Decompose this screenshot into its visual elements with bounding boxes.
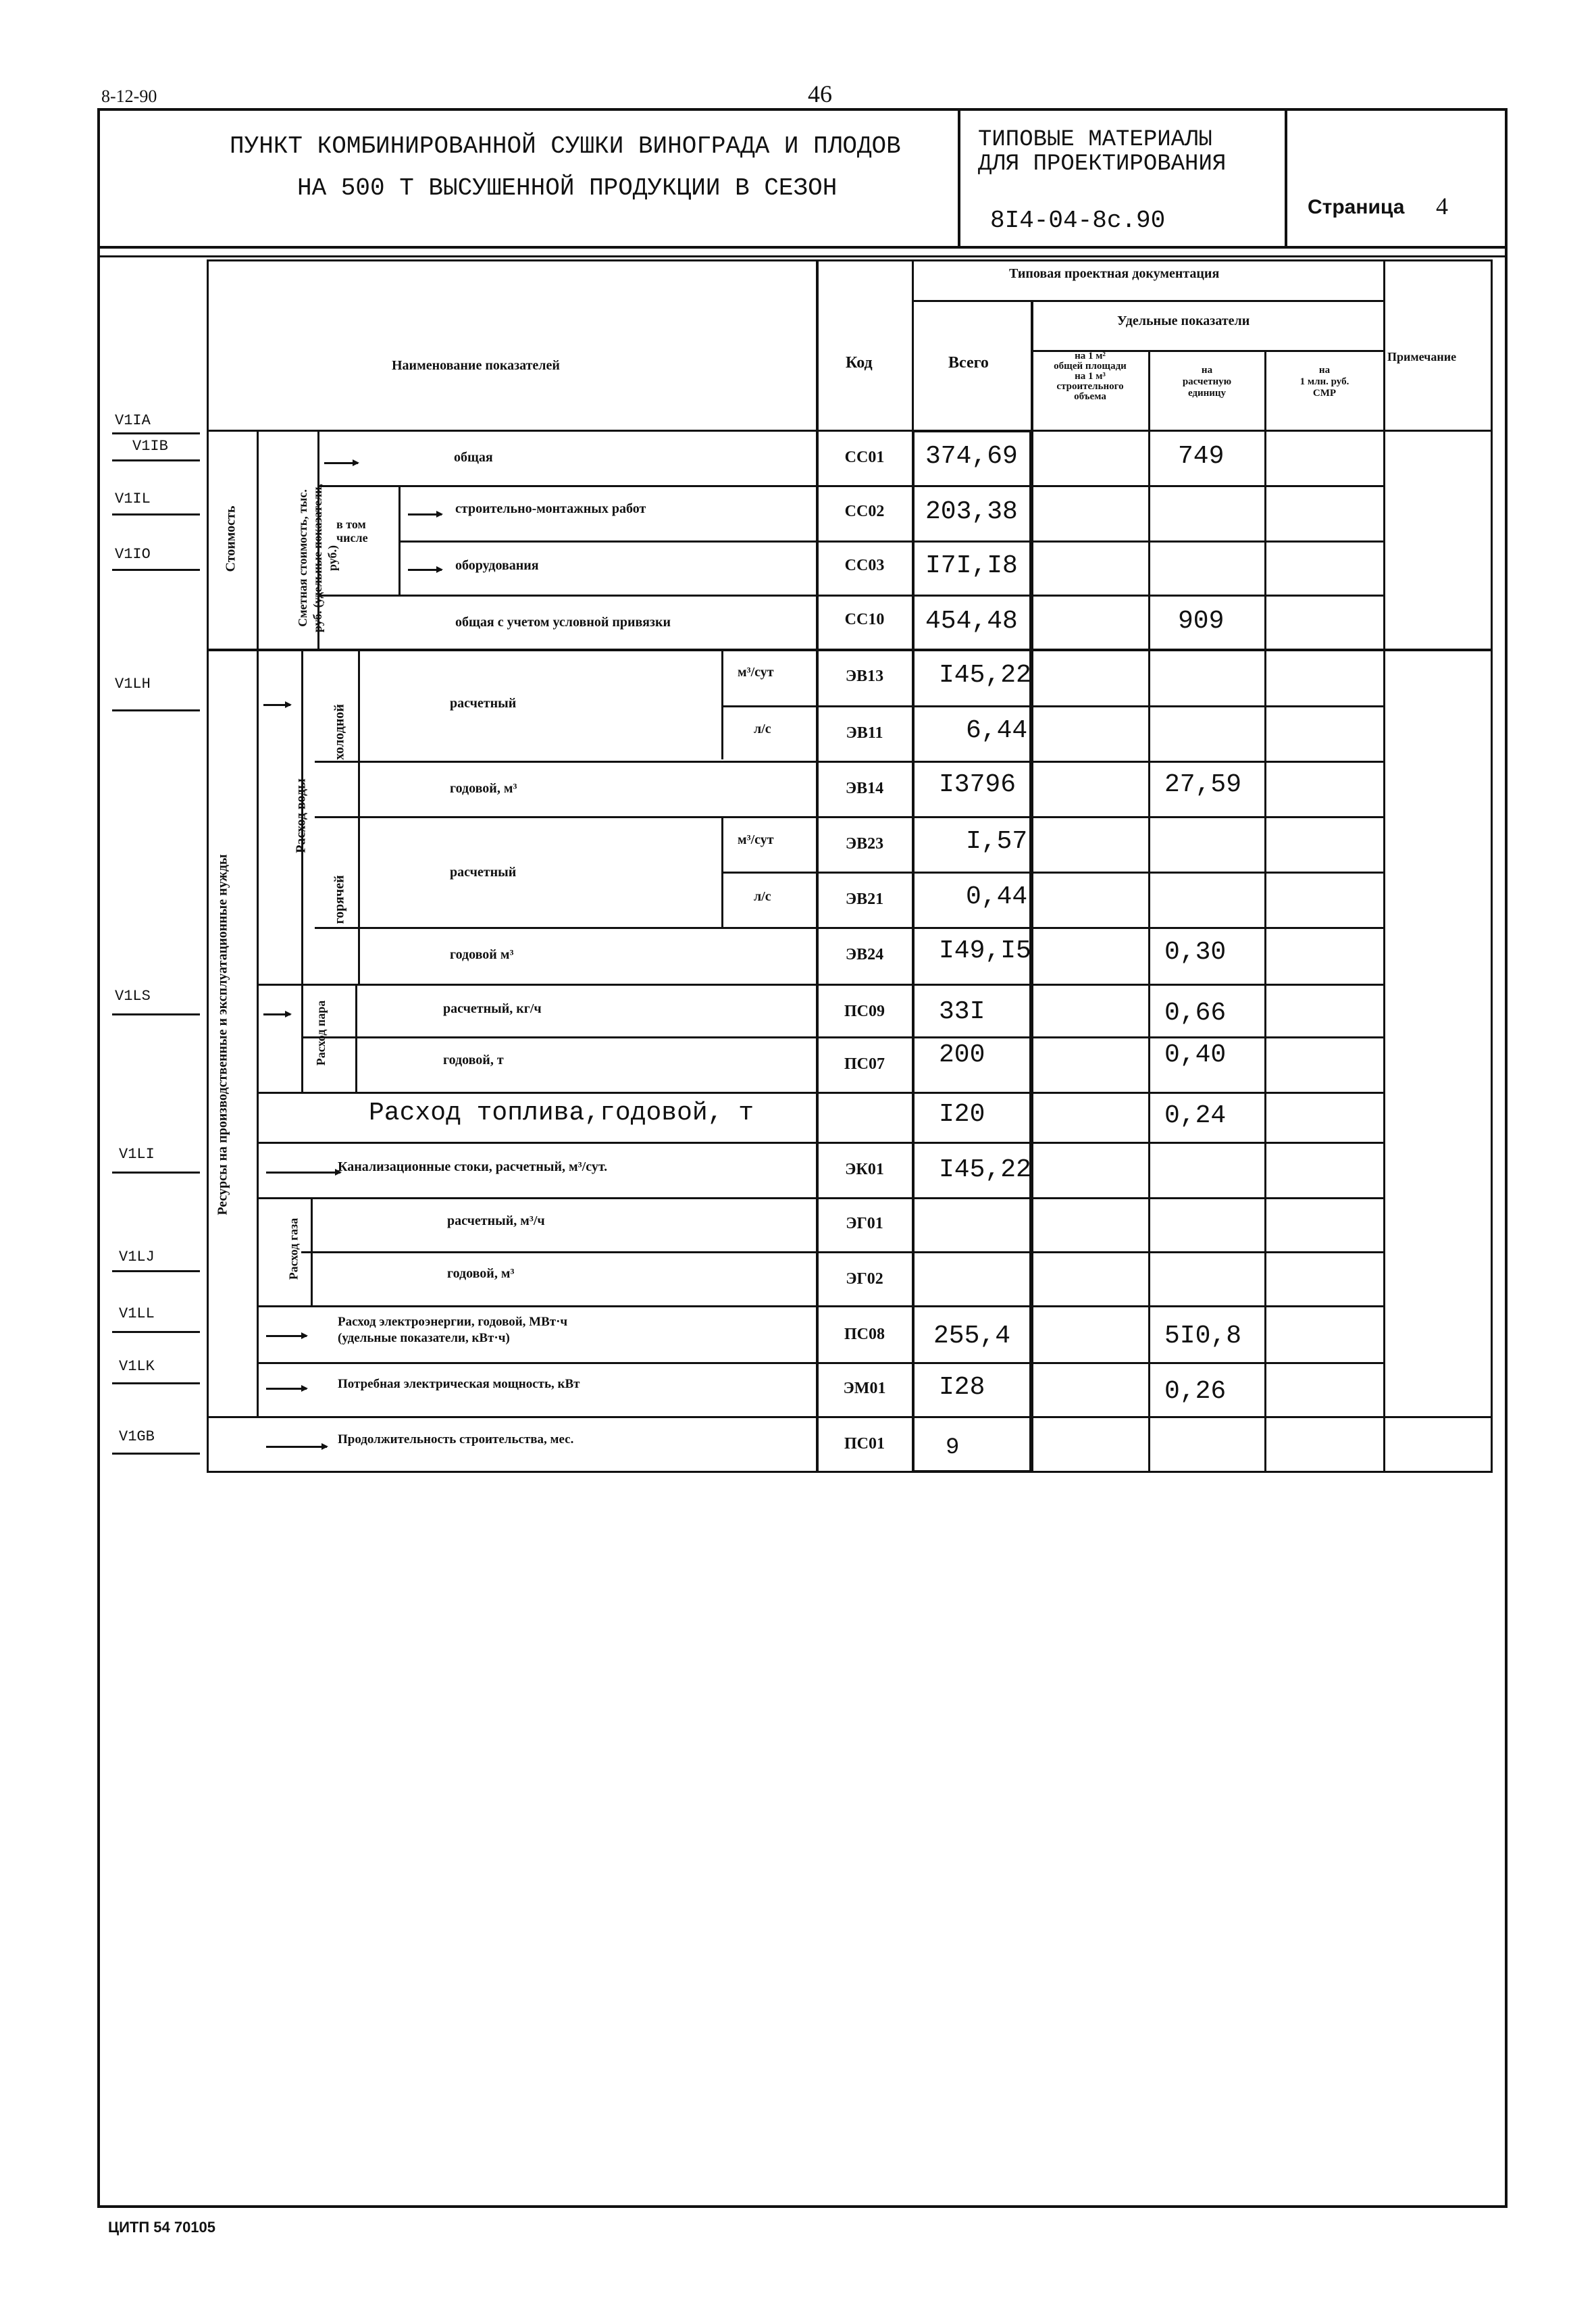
- margin-code: V1LJ: [119, 1249, 155, 1265]
- row-hot-calc-value-daily: I,57: [966, 827, 1028, 856]
- row-cost-total-label: общая: [454, 450, 493, 465]
- row-cost-equip-code: СС03: [844, 557, 885, 574]
- row-power-unit: 0,26: [1164, 1377, 1227, 1406]
- per-unit-line1: на: [1201, 365, 1213, 376]
- group-label-estimate: [295, 480, 349, 636]
- header-bottom-line: [207, 430, 1493, 432]
- margin-code: V1LI: [119, 1146, 155, 1163]
- group-line-flow-units-2: [721, 816, 723, 927]
- per-unit-line2: расчетную: [1182, 376, 1232, 387]
- group-label-water: Расход воды: [293, 778, 309, 853]
- row-electricity-value: 255,4: [933, 1322, 1011, 1351]
- row-cold-annual-label: годовой, м³: [450, 781, 517, 796]
- margin-code: V1IB: [132, 438, 168, 455]
- row-line-11: [301, 1036, 1383, 1038]
- row-power-code: ЭМ01: [843, 1380, 886, 1397]
- row-cost-equip-label: оборудования: [455, 558, 539, 573]
- row-hot-unit-sec: л/с: [754, 889, 771, 904]
- margin-rule: [112, 1270, 200, 1272]
- row-steam-annual-label: годовой, т: [443, 1053, 504, 1067]
- row-cost-smr-label: строительно-монтажных работ: [455, 501, 646, 516]
- title-divider-1: [958, 108, 960, 249]
- row-line-1: [317, 485, 1383, 487]
- row-fuel-value: I20: [939, 1100, 985, 1129]
- row-cold-annual-value: I3796: [939, 770, 1016, 799]
- row-cost-total-unit: 749: [1178, 442, 1225, 471]
- row-cost-smr-value: 203,38: [925, 497, 1018, 526]
- title-divider-2: [1285, 108, 1287, 249]
- margin-code: V1LL: [119, 1305, 155, 1322]
- row-steam-calc-label: расчетный, кг/ч: [443, 1001, 542, 1016]
- document-code: 8I4-04-8с.90: [990, 207, 1166, 234]
- row-cold-calc-code-daily: ЭВ13: [845, 668, 884, 685]
- row-duration-code: ПС01: [844, 1435, 885, 1453]
- per-area-line1: на 1 м²: [1075, 351, 1106, 361]
- margin-code: V1IO: [115, 546, 151, 563]
- row-gas-annual-code: ЭГ02: [846, 1270, 883, 1288]
- project-title-line1: ПУНКТ КОМБИНИРОВАННОЙ СУШКИ ВИНОГРАДА И ПЛОДОВ: [230, 132, 901, 160]
- row-sewage-label: Канализационные стоки, расчетный, м³/сут.: [338, 1159, 608, 1174]
- row-duration-value: 9: [946, 1435, 960, 1461]
- row-hot-annual-value: I49,I5: [939, 936, 1031, 965]
- margin-code: V1LS: [115, 988, 151, 1005]
- row-cost-binding-unit: 909: [1178, 607, 1225, 636]
- per-mln-line1: на: [1318, 365, 1331, 376]
- row-cost-binding-label: общая с учетом условной привязки: [455, 615, 671, 630]
- margin-code: V1IA: [115, 412, 151, 429]
- water-split-line: [315, 816, 358, 818]
- col-header-total: Всего: [948, 354, 989, 372]
- row-cost-total-code: СС01: [844, 449, 885, 466]
- per-mln-line3: СМР: [1312, 388, 1337, 399]
- group-label-resources: Ресурсы на производственные и эксплуатационные нужды: [215, 854, 230, 1215]
- row-line-18: [207, 1416, 1493, 1418]
- margin-rule: [112, 1172, 200, 1174]
- margin-rule: [112, 1331, 200, 1333]
- row-duration-label: Продолжительность строительства, мес.: [338, 1432, 574, 1447]
- row-gas-annual-label: годовой, м³: [447, 1266, 515, 1281]
- row-line-3: [317, 595, 1383, 597]
- margin-rule: [112, 432, 200, 434]
- row-line-14: [257, 1197, 1383, 1199]
- col-header-per-unit: [1150, 365, 1264, 399]
- col-header-name: Наименование показателей: [392, 358, 560, 373]
- margin-code: V1LK: [119, 1358, 155, 1375]
- margin-rule: [112, 709, 200, 711]
- page-label: Страница: [1308, 196, 1405, 218]
- group-line-cost: [257, 430, 259, 1416]
- col-header-code: Код: [846, 354, 873, 372]
- row-hot-calc-code-daily: ЭВ23: [845, 835, 884, 853]
- footer-stamp: ЦИТП 54 70105: [108, 2219, 216, 2236]
- header-group-line: [912, 300, 1383, 302]
- row-line-13: [257, 1142, 1383, 1144]
- row-cold-unit-daily: м³/сут: [738, 665, 774, 680]
- group-line-steam: [355, 984, 357, 1092]
- group-label-including: в том числе: [336, 518, 368, 545]
- frame-double-line: [97, 255, 1508, 257]
- row-hot-annual-unit: 0,30: [1164, 938, 1227, 967]
- row-cost-smr-code: СС02: [844, 503, 885, 520]
- group-line-water-sub: [358, 649, 360, 984]
- estimate-text: Сметная стоимость, тыс. руб. (удельные показатели, руб.): [296, 483, 339, 633]
- series-title-line1: ТИПОВЫЕ МАТЕРИАЛЫ: [978, 127, 1212, 153]
- col-line-mln-left: [1264, 350, 1266, 1473]
- row-steam-calc-unit: 0,66: [1164, 999, 1227, 1028]
- group-line-resource-end: [257, 1305, 259, 1416]
- group-line-flow-units: [721, 649, 723, 759]
- row-electricity-code: ПС08: [844, 1326, 885, 1343]
- margin-rule: [112, 459, 200, 461]
- row-steam-calc-value: 33I: [939, 997, 985, 1026]
- row-gas-calc-label: расчетный, м³/ч: [447, 1213, 545, 1228]
- per-mln-line2: 1 млн. руб.: [1299, 376, 1349, 387]
- row-line-10: [257, 984, 1383, 986]
- project-title-line2: НА 500 Т ВЫСУШЕННОЙ ПРОДУКЦИИ В СЕЗОН: [297, 174, 838, 202]
- row-cold-annual-code: ЭВ14: [845, 780, 884, 797]
- col-header-note: Примечание: [1387, 350, 1457, 363]
- date-stamp: 8-12-90: [101, 86, 157, 106]
- row-cold-calc-label: расчетный: [450, 696, 517, 711]
- col-line-note-left: [1383, 259, 1385, 1473]
- group-line-including: [398, 485, 401, 595]
- series-title-line2: ДЛЯ ПРОЕКТИРОВАНИЯ: [978, 151, 1227, 177]
- row-cost-binding-code: СС10: [844, 611, 885, 628]
- pointer-arrow: [266, 1172, 340, 1174]
- row-power-label: Потребная электрическая мощность, кВт: [338, 1377, 580, 1391]
- margin-rule: [112, 513, 200, 515]
- row-cost-equip-value: I7I,I8: [925, 551, 1018, 580]
- row-line-7: [315, 816, 1383, 818]
- pointer-arrow: [408, 569, 442, 571]
- pointer-arrow: [263, 704, 290, 706]
- margin-rule: [112, 1382, 200, 1384]
- pointer-arrow: [324, 462, 358, 464]
- row-power-value: I28: [939, 1373, 985, 1402]
- page-number: 46: [808, 80, 832, 107]
- row-line-16: [257, 1305, 1383, 1307]
- row-fuel-unit: 0,24: [1164, 1101, 1227, 1130]
- row-line-6: [315, 761, 1383, 763]
- col-header-specific: Удельные показатели: [1117, 313, 1250, 328]
- per-area-line2: общей площади: [1054, 361, 1127, 372]
- margin-rule: [112, 1013, 200, 1015]
- row-line-9: [315, 927, 1383, 929]
- row-steam-calc-code: ПС09: [844, 1003, 885, 1020]
- pointer-arrow: [266, 1388, 307, 1390]
- per-area-line5: объема: [1074, 391, 1106, 402]
- row-steam-annual-unit: 0,40: [1164, 1040, 1227, 1070]
- indicators-table: [207, 259, 1493, 1473]
- row-hot-annual-code: ЭВ24: [845, 946, 884, 963]
- row-cold-calc-code-sec: ЭВ11: [846, 724, 883, 742]
- row-line-4: [207, 649, 1493, 651]
- row-line-12: [257, 1092, 1383, 1094]
- row-cost-binding-value: 454,48: [925, 607, 1018, 636]
- row-line-8: [721, 872, 1383, 874]
- page-value: 4: [1436, 193, 1448, 220]
- row-fuel-label: Расход топлива,годовой, т: [369, 1099, 754, 1128]
- col-line-unit-left: [1148, 350, 1150, 1473]
- row-hot-unit-daily: м³/сут: [738, 832, 774, 847]
- group-label-steam: Расход пара: [314, 1000, 328, 1066]
- margin-rule: [112, 569, 200, 571]
- row-steam-annual-value: 200: [939, 1040, 985, 1070]
- row-hot-calc-value-sec: 0,44: [966, 882, 1028, 911]
- group-line-gas: [311, 1197, 313, 1305]
- row-line-15: [301, 1251, 1383, 1253]
- margin-code: V1IL: [115, 491, 151, 507]
- pointer-arrow: [266, 1446, 327, 1448]
- col-line-code-left: [816, 259, 819, 1473]
- row-hot-calc-code-sec: ЭВ21: [845, 890, 884, 908]
- group-line-steam-inner: [301, 984, 303, 1092]
- per-unit-line3: единицу: [1187, 388, 1227, 399]
- group-label-hot: горячей: [332, 875, 347, 924]
- row-hot-annual-label: годовой м³: [450, 947, 514, 962]
- row-line-17: [257, 1362, 1383, 1364]
- row-cost-total-value: 374,69: [925, 442, 1018, 471]
- margin-code: V1LH: [115, 676, 151, 693]
- row-hot-calc-label: расчетный: [450, 865, 517, 880]
- col-header-per-mln: [1266, 365, 1383, 399]
- group-label-cold: холодной: [332, 704, 347, 760]
- row-cold-unit-sec: л/с: [754, 722, 771, 736]
- row-electricity-label-line2: (удельные показатели, кВт·ч): [338, 1331, 510, 1345]
- row-cold-annual-unit: 27,59: [1164, 770, 1242, 799]
- row-sewage-code: ЭК01: [845, 1161, 884, 1178]
- margin-code: V1GB: [119, 1428, 155, 1445]
- margin-rule: [112, 1453, 200, 1455]
- col-header-group: Типовая проектная документация: [1009, 266, 1220, 281]
- group-label-gas: Расход газа: [286, 1217, 301, 1280]
- row-line-5: [721, 705, 1383, 707]
- per-area-line4: строительного: [1056, 381, 1124, 392]
- row-cold-calc-value-daily: I45,22: [939, 661, 1031, 690]
- row-sewage-value: I45,22: [939, 1155, 1031, 1184]
- pointer-arrow: [408, 513, 442, 515]
- per-area-line3: на 1 м³: [1075, 371, 1106, 382]
- pointer-arrow: [263, 1013, 290, 1015]
- col-header-per-area: [1032, 351, 1148, 402]
- row-electricity-label-line1: Расход электроэнергии, годовой, МВт·ч: [338, 1315, 568, 1329]
- group-label-cost: Стоимость: [223, 505, 238, 572]
- pointer-arrow: [266, 1335, 307, 1337]
- row-steam-annual-code: ПС07: [844, 1055, 885, 1073]
- row-gas-calc-code: ЭГ01: [846, 1215, 883, 1232]
- row-electricity-unit: 5I0,8: [1164, 1322, 1242, 1351]
- row-line-2: [398, 540, 1383, 543]
- row-cold-calc-value-sec: 6,44: [966, 716, 1028, 745]
